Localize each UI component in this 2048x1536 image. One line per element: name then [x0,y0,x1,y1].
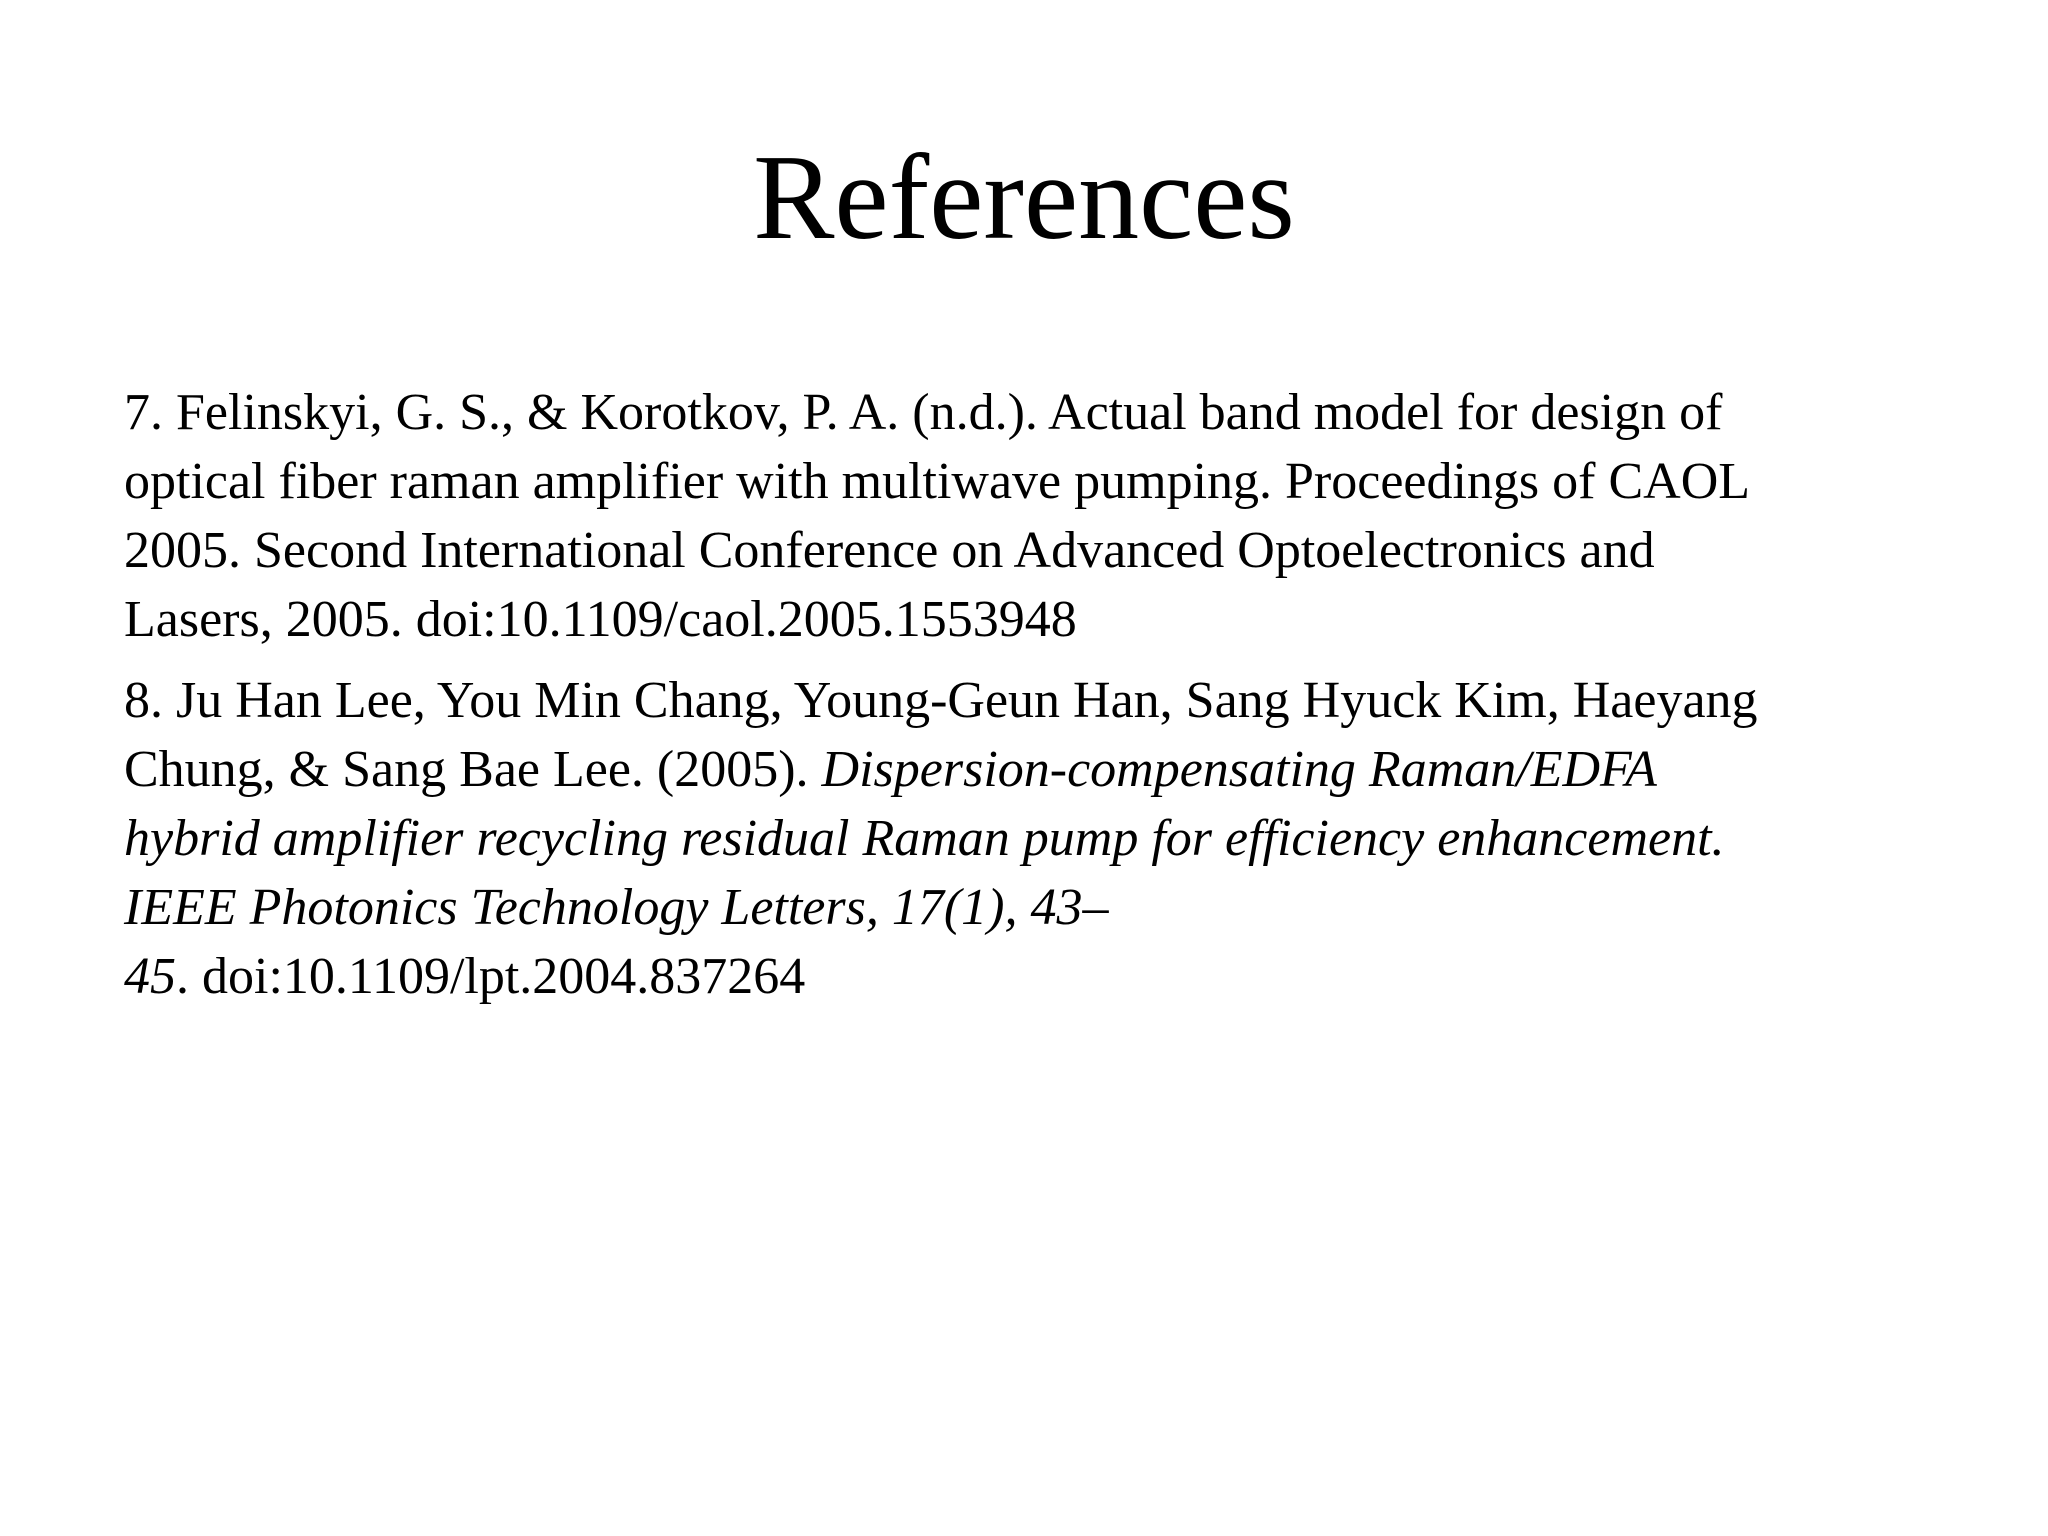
reference-8-page-end: 45 [124,948,176,1005]
reference-8-title-start: Dispersion-compensating Raman/EDFA [821,741,1657,798]
reference-7-line-1: 7. Felinskyi, G. S., & Korotkov, P. A. (n.d.). Actual band model for design of [124,384,1723,441]
reference-8-line-5 [124,942,1954,1011]
reference-item-7 [124,378,1954,654]
reference-7-line-2: optical fiber raman amplifier with multiwave pumping. Proceedings of CAOL [124,453,1751,510]
reference-8-line-1: 8. Ju Han Lee, You Min Chang, Young-Geun Han, Sang Hyuck Kim, Haeyang [124,672,1758,729]
slide-title: References [753,130,1295,265]
reference-list [124,378,1954,1023]
reference-8-line-4: IEEE Photonics Technology Letters, 17(1), 43– [124,879,1109,936]
reference-8-authors-tail: Chung, & Sang Bae Lee. (2005). [124,741,822,798]
reference-8-line-2 [124,735,1954,804]
reference-7-line-3: 2005. Second International Conference on Advanced Optoelectronics and [124,522,1655,579]
reference-8-line-3: hybrid amplifier recycling residual Raman pump for efficiency enhancement. [124,810,1725,867]
reference-7-line-4: Lasers, 2005. doi:10.1109/caol.2005.1553948 [124,591,1077,648]
reference-item-8 [124,666,1954,1011]
reference-8-doi: . doi:10.1109/lpt.2004.837264 [176,948,806,1005]
